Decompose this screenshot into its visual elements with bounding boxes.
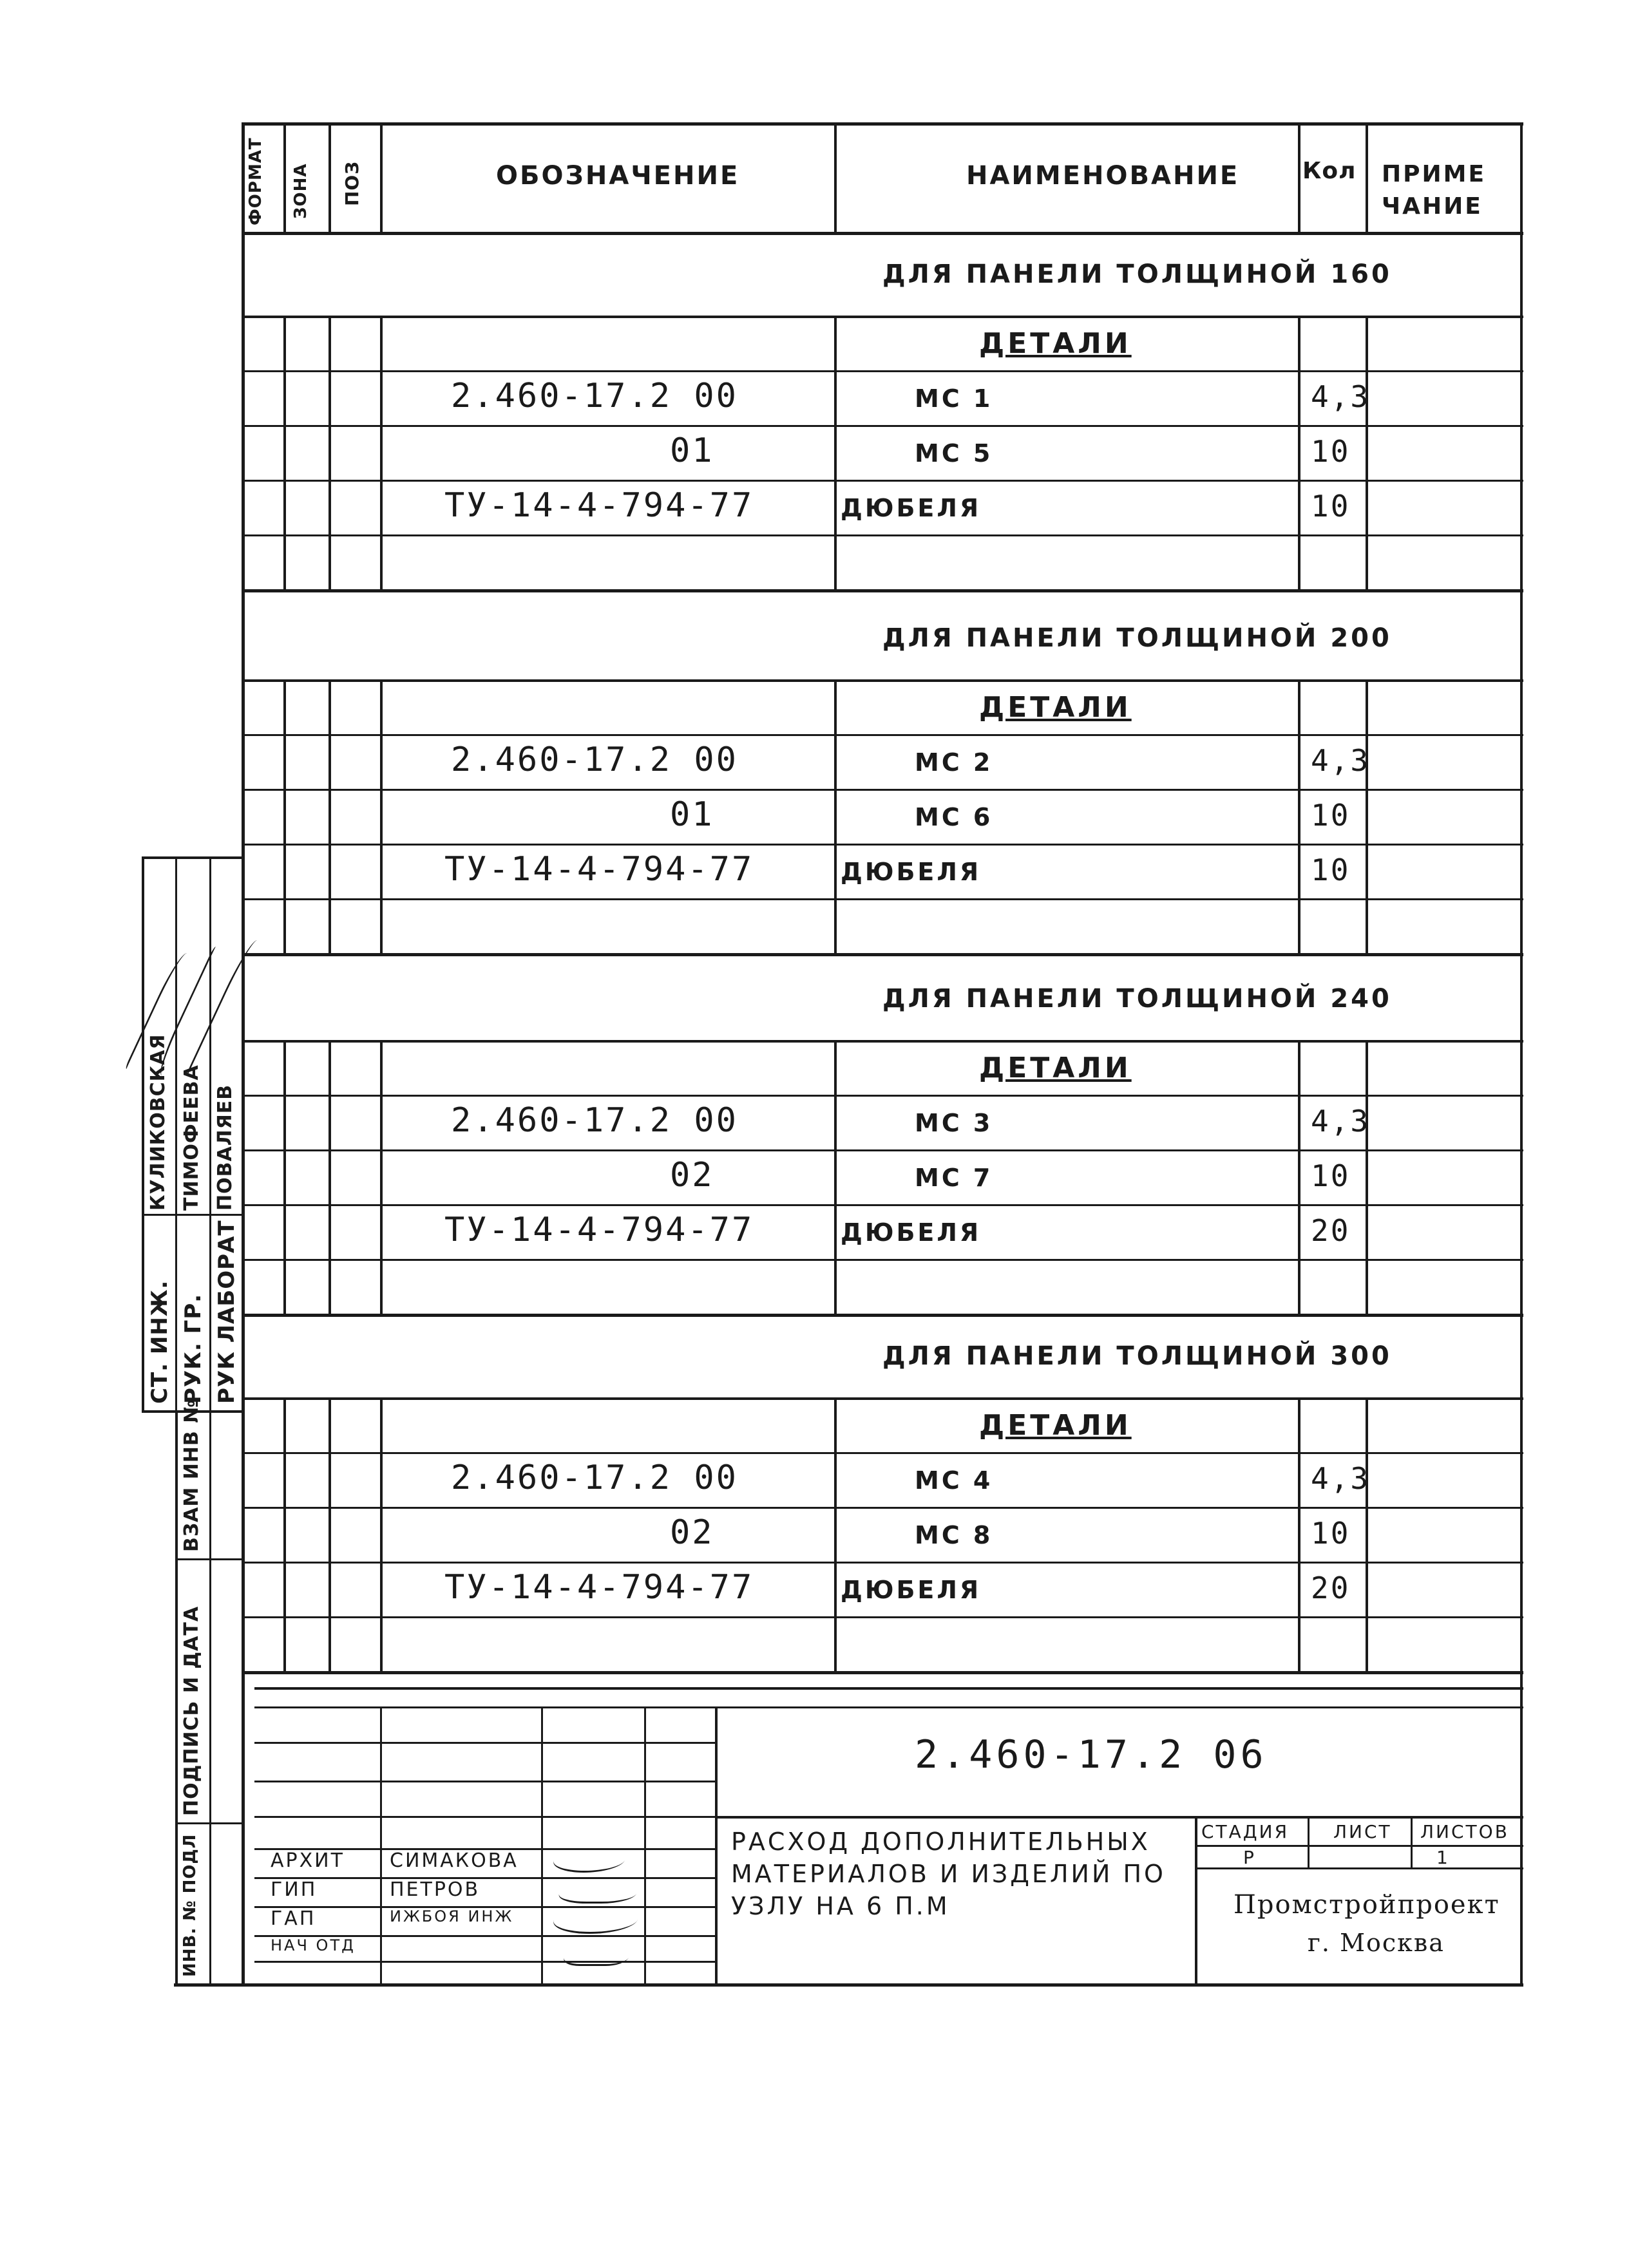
row-designation: 2.460-17.2 00 [451, 1459, 738, 1497]
tb-city: г. Москва [1308, 1929, 1445, 1957]
side-role-3: РУК ЛАБОРАТ [214, 1220, 240, 1404]
side-field-2: ПОДПИСЬ И ДАТА [180, 1605, 203, 1816]
side-stamp-col1 [175, 856, 177, 1410]
row-designation: 2.460-17.2 00 [451, 741, 738, 779]
col-zone-sep [283, 122, 286, 232]
side-stamp-left [142, 856, 144, 1410]
column-line [1298, 1397, 1300, 1671]
row-name: МС 6 [915, 803, 993, 831]
tb-signature-1 [548, 1848, 631, 1873]
tb-col2 [541, 1706, 543, 1983]
tb-doc-title: РАСХОД ДОПОЛНИТЕЛЬНЫХ МАТЕРИАЛОВ И ИЗДЕЛИЙ ПО УЗЛУ НА 6 П.М [731, 1828, 1166, 1920]
side-name-3: ПОВАЛЯЕВ [214, 1084, 236, 1211]
tb-top2 [254, 1706, 1523, 1708]
section-subtitle: ДЕТАЛИ [979, 1052, 1132, 1084]
tb-stage-left [1195, 1816, 1197, 1983]
row-designation: 01 [670, 431, 714, 470]
column-line [1298, 316, 1300, 589]
row-designation: 01 [670, 795, 714, 834]
row-qty: 4,3 [1311, 743, 1371, 778]
column-line [380, 679, 383, 953]
row-line [242, 370, 1523, 372]
row-qty: 20 [1311, 1571, 1351, 1605]
row-line [242, 425, 1523, 427]
column-line [329, 679, 331, 953]
row-name: МС 1 [915, 384, 993, 413]
row-line [242, 734, 1523, 736]
row-line [242, 1562, 1523, 1564]
side-role-1: СТ. ИНЖ. [147, 1280, 173, 1404]
col-pos-sep [329, 122, 331, 232]
header-format: ФОРМАТ [246, 137, 265, 225]
side-name-2: ТИМОФЕЕВА [180, 1064, 203, 1211]
column-line [834, 316, 837, 589]
tb-row8 [254, 1961, 715, 1963]
row-designation: ТУ-14-4-794-77 [444, 486, 754, 525]
tb-col3 [644, 1706, 646, 1983]
tb-row5 [254, 1877, 715, 1879]
row-designation: 2.460-17.2 00 [451, 377, 738, 415]
tb-staff-role-1: АРХИТ [271, 1849, 345, 1872]
column-line [1366, 1040, 1368, 1314]
section-bottom [242, 589, 1523, 592]
header-designation: ОБОЗНАЧЕНИЕ [496, 161, 740, 191]
row-name: МС 4 [915, 1466, 993, 1495]
row-line [242, 1149, 1523, 1151]
column-line [380, 316, 383, 589]
tb-number-bottom [715, 1816, 1523, 1819]
side-stamp-low-left [175, 1410, 178, 1983]
header-pos: ПОЗ [341, 160, 363, 206]
tb-sheets-label: ЛИСТОВ [1420, 1821, 1509, 1842]
column-line [1298, 1040, 1300, 1314]
section-bottom [242, 953, 1523, 956]
row-qty: 4,3 [1311, 1461, 1371, 1496]
frame-top [242, 122, 1523, 126]
side-name-1: КУЛИКОВСКАЯ [147, 1034, 169, 1211]
section-subtitle: ДЕТАЛИ [979, 1409, 1132, 1442]
row-qty: 10 [1311, 489, 1351, 524]
section-subtitle: ДЕТАЛИ [979, 691, 1132, 724]
row-designation: ТУ-14-4-794-77 [444, 850, 754, 889]
column-line [283, 1040, 286, 1314]
side-field-3: ИНВ. № ПОДЛ [180, 1833, 200, 1977]
row-line [242, 316, 1523, 317]
section-title: ДЛЯ ПАНЕЛИ ТОЛЩИНОЙ 240 [882, 984, 1392, 1014]
row-name: ДЮБЕЛЯ [841, 1218, 982, 1247]
row-line [242, 1095, 1523, 1097]
tb-sheet-label: ЛИСТ [1333, 1821, 1392, 1842]
tb-staff-name-3: ИЖБОЯ ИНЖ [390, 1907, 514, 1925]
column-line [1366, 316, 1368, 589]
row-qty: 10 [1311, 798, 1351, 833]
header-qty: Кол [1302, 158, 1357, 184]
header-bottom [242, 232, 1523, 235]
section-bottom [242, 1314, 1523, 1317]
header-note-2: ЧАНИЕ [1382, 193, 1483, 220]
column-line [329, 316, 331, 589]
row-line [242, 1040, 1523, 1042]
col-name-sep [834, 122, 837, 232]
row-designation: ТУ-14-4-794-77 [444, 1211, 754, 1249]
row-qty: 10 [1311, 853, 1351, 887]
tb-stage-col2 [1411, 1816, 1413, 1869]
tb-organization: Промстройпроект [1233, 1890, 1500, 1920]
tb-stage-label: СТАДИЯ [1201, 1821, 1290, 1842]
section-title: ДЛЯ ПАНЕЛИ ТОЛЩИНОЙ 160 [882, 260, 1392, 289]
row-qty: 10 [1311, 1158, 1351, 1193]
section-title: ДЛЯ ПАНЕЛИ ТОЛЩИНОЙ 200 [882, 623, 1392, 653]
column-line [380, 1040, 383, 1314]
row-name: ДЮБЕЛЯ [841, 858, 982, 886]
row-line [242, 1616, 1523, 1618]
col-des-sep [380, 122, 383, 232]
row-line [242, 844, 1523, 846]
tb-doc-number: 2.460-17.2 06 [915, 1732, 1268, 1777]
tb-staff-role-2: ГИП [271, 1878, 318, 1901]
tb-staff-name-2: ПЕТРОВ [390, 1878, 481, 1901]
section-subtitle: ДЕТАЛИ [979, 327, 1132, 360]
row-line [242, 534, 1523, 536]
side-stamp-top [142, 856, 245, 859]
section-title: ДЛЯ ПАНЕЛИ ТОЛЩИНОЙ 300 [882, 1341, 1392, 1371]
header-zone: ЗОНА [291, 163, 310, 219]
column-line [1366, 1397, 1368, 1671]
row-name: МС 3 [915, 1109, 993, 1137]
tb-row1 [254, 1742, 715, 1744]
row-line [242, 1259, 1523, 1261]
row-qty: 4,3 [1311, 379, 1371, 414]
column-line [329, 1040, 331, 1314]
col-qty-sep [1298, 122, 1300, 232]
row-line [242, 1204, 1523, 1206]
row-line [242, 1397, 1523, 1399]
row-designation: 2.460-17.2 00 [451, 1101, 738, 1140]
header-note-1: ПРИМЕ [1382, 161, 1487, 187]
row-line [242, 789, 1523, 791]
row-qty: 20 [1311, 1213, 1351, 1248]
tb-col1 [380, 1706, 382, 1983]
row-qty: 4,3 [1311, 1104, 1371, 1139]
side-field-1: ВЗАМ ИНВ № [180, 1399, 203, 1552]
row-line [242, 1507, 1523, 1509]
frame-left [242, 122, 245, 1983]
tb-top [254, 1687, 1523, 1690]
row-name: МС 8 [915, 1521, 993, 1549]
side-stamp-low-col [209, 1410, 211, 1983]
column-line [1298, 679, 1300, 953]
row-designation: 02 [670, 1156, 714, 1195]
tb-stage-value: Р [1243, 1847, 1256, 1868]
row-designation: 02 [670, 1513, 714, 1552]
column-line [329, 1397, 331, 1671]
tb-stage-col1 [1308, 1816, 1309, 1869]
row-name: ДЮБЕЛЯ [841, 1576, 982, 1604]
tb-signature-3 [548, 1906, 644, 1934]
column-line [380, 1397, 383, 1671]
tb-row3 [254, 1816, 715, 1818]
side-stamp-low-sep2 [175, 1822, 243, 1824]
header-name: НАИМЕНОВАНИЕ [966, 161, 1240, 191]
column-line [283, 1397, 286, 1671]
row-name: МС 5 [915, 439, 993, 468]
row-line [242, 1452, 1523, 1454]
row-name: ДЮБЕЛЯ [841, 494, 982, 522]
row-designation: ТУ-14-4-794-77 [444, 1568, 754, 1607]
tb-staff-name-1: СИМАКОВА [390, 1849, 519, 1872]
side-stamp-low-sep1 [175, 1558, 243, 1560]
tb-col4 [715, 1706, 718, 1983]
section-bottom [242, 1671, 1523, 1674]
tb-staff-role-4: НАЧ ОТД [271, 1936, 356, 1954]
tb-sheet-value: 1 [1436, 1847, 1450, 1868]
column-line [283, 316, 286, 589]
column-line [834, 1397, 837, 1671]
column-line [283, 679, 286, 953]
column-line [834, 1040, 837, 1314]
side-stamp-col2 [209, 856, 211, 1410]
row-qty: 10 [1311, 1516, 1351, 1551]
tb-staff-role-3: ГАП [271, 1907, 316, 1930]
row-name: МС 2 [915, 748, 993, 777]
column-line [1366, 679, 1368, 953]
row-line [242, 898, 1523, 900]
side-role-2: РУК. ГР. [180, 1293, 206, 1404]
row-line [242, 480, 1523, 482]
tb-row2 [254, 1781, 715, 1782]
row-name: МС 7 [915, 1164, 993, 1192]
row-qty: 10 [1311, 434, 1351, 469]
row-line [242, 679, 1523, 681]
column-line [834, 679, 837, 953]
side-stamp-mid [142, 1214, 245, 1216]
frame-bottom [174, 1983, 1523, 1987]
tb-signature-2 [555, 1879, 643, 1904]
col-note-sep [1366, 122, 1368, 232]
